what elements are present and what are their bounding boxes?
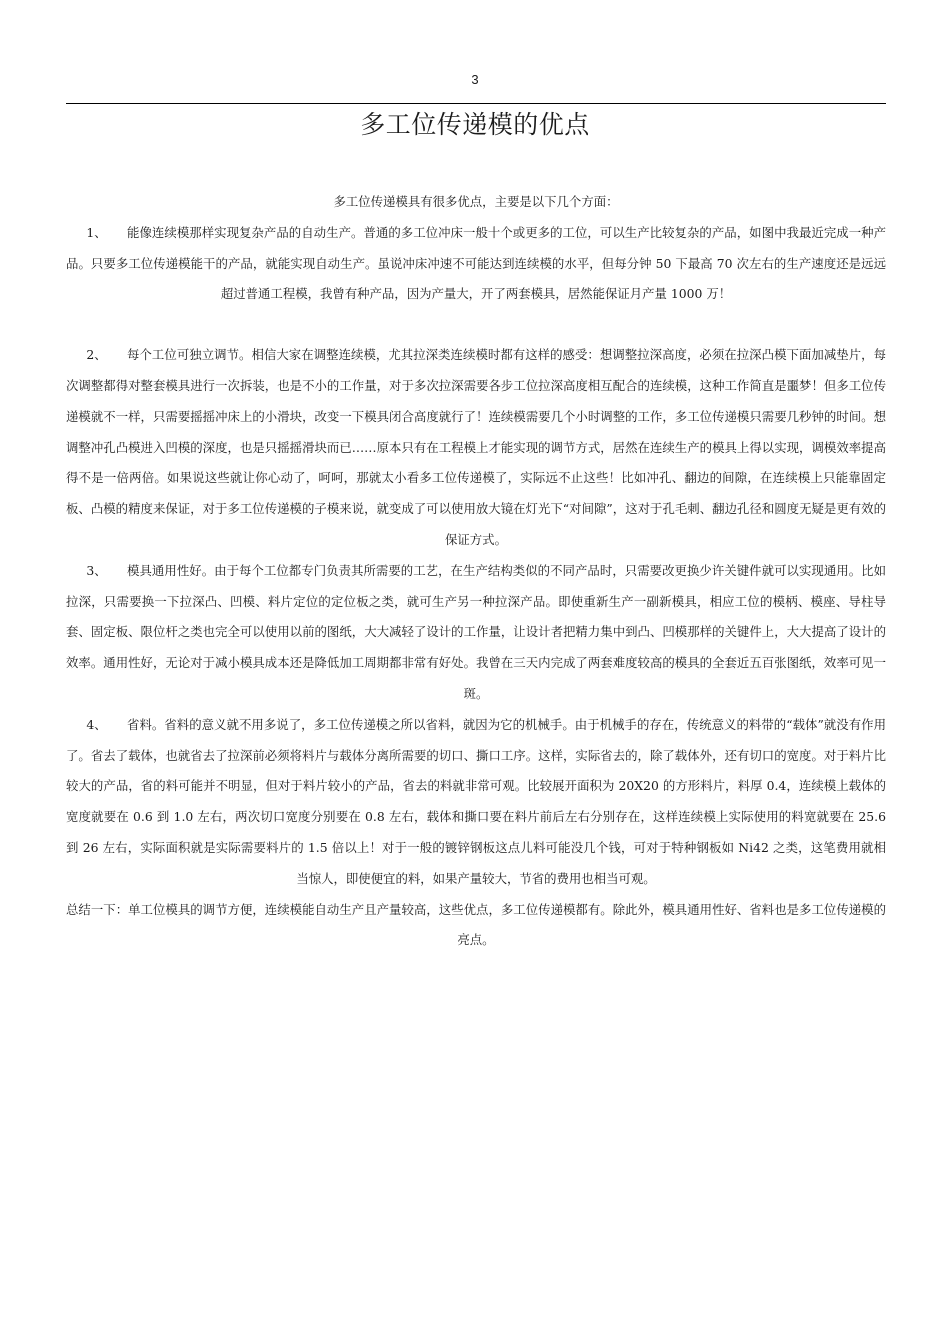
paragraph-gap [66,310,886,340]
document-body [66,187,886,956]
point-4-text: 省料。省料的意义就不用多说了，多工位传递模之所以省料，就因为它的机械手。由于机械手的存在，传统意义的料带的“载体”就没有作用了。省去了载体，也就省去了拉深前必须将料片与载体分离所需要的切口、撕口工序。这样，实际省去的，除了载体外，还有切口的宽度。对于料片比较大的产品，省的料可能并不明显，但对于料片较小的产品，省去的料就非常可观。比较展开面积为 20X20 的方形料片，料厚 0.4，连续模上载体的宽度就要在 0.6 到 1.0 左右，两次切口宽度分别要在 0.8 左右，载体和撕口要在料片前后左右分别存在，这样连续模上实际使用的料宽就要在 25.6 到 26 左右，实际面积就是实际需要料片的 1.5 倍以上！对于一般的镀锌钢板这点儿料可能没几个钱，可对于特种钢板如 Ni42 之类，这笔费用就相当惊人，即使便宜的料，如果产量较大，节省的费用也相当可观。 [66,716,886,886]
point-3-text: 模具通用性好。由于每个工位都专门负责其所需要的工艺，在生产结构类似的不同产品时，只需要改更换少许关键件就可以实现通用。比如拉深，只需要换一下拉深凸、凹模、料片定位的定位板之类，就可生产另一种拉深产品。即使重新生产一副新模具，相应工位的模柄、模座、导柱导套、固定板、限位杆之类也完全可以使用以前的图纸，大大减轻了设计的工作量，让设计者把精力集中到凸、凹模那样的关键件上，大大提高了设计的效率。通用性好，无论对于减小模具成本还是降低加工周期都非常有好处。我曾在三天内完成了两套难度较高的模具的全套近五百张图纸，效率可见一斑。 [66,562,886,701]
point-3-number: 3、 [86,562,107,578]
header-rule [66,103,886,104]
point-4-number: 4、 [86,716,107,732]
page-number: 3 [471,72,479,87]
point-2-number: 2、 [86,347,107,363]
point-3 [66,556,886,710]
page-title [0,108,950,142]
point-1 [66,218,886,310]
intro-paragraph: 多工位传递模具有很多优点，主要是以下几个方面： [333,194,619,209]
point-1-number: 1、 [86,224,107,240]
point-4 [66,710,886,895]
point-2-text: 每个工位可独立调节。相信大家在调整连续模，尤其拉深类连续模时都有这样的感受：想调整拉深高度，必须在拉深凸模下面加减垫片，每次调整都得对整套模具进行一次拆装，也是不小的工作量，对于多次拉深需要各步工位拉深高度相互配合的连续模，这种工作简直是噩梦！但多工位传递模就不一样，只需要摇摇冲床上的小滑块，改变一下模具闭合高度就行了！连续模需要几个小时调整的工作，多工位传递模只需要几秒钟的时间。想调整冲孔凸模进入凹模的深度，也是只摇摇滑块而已……原本只有在工程模上才能实现的调节方式，居然在连续生产的模具上得以实现，调模效率提高得不是一倍两倍。如果说这些就让你心动了，呵呵，那就太小看多工位传递模了，实际远不止这些！比如冲孔、翻边的间隙，在连续模上只能靠固定板、凸模的精度来保证，对于多工位传递模的子模来说，就变成了可以使用放大镜在灯光下“对间隙”，这对于孔毛刺、翻边孔径和圆度无疑是更有效的保证方式。 [66,347,886,547]
point-1-text: 能像连续模那样实现复杂产品的自动生产。普通的多工位冲床一般十个或更多的工位，可以生产比较复杂的产品，如图中我最近完成一种产品。只要多工位传递模能干的产品，就能实现自动生产。虽说冲床冲速不可能达到连续模的水平，但每分钟 50 下最高 70 次左右的生产速度还是远远超过普通工程模，我曾有种产品，因为产量大，开了两套模具，居然能保证月产量 1000 万！ [66,224,886,302]
point-2 [66,340,886,556]
summary-paragraph: 总结一下：单工位模具的调节方便，连续模能自动生产且产量较高，这些优点，多工位传递模都有。除此外，模具通用性好、省料也是多工位传递模的亮点。 [66,901,886,948]
page-title-text: 多工位传递模的优点 [360,110,590,139]
